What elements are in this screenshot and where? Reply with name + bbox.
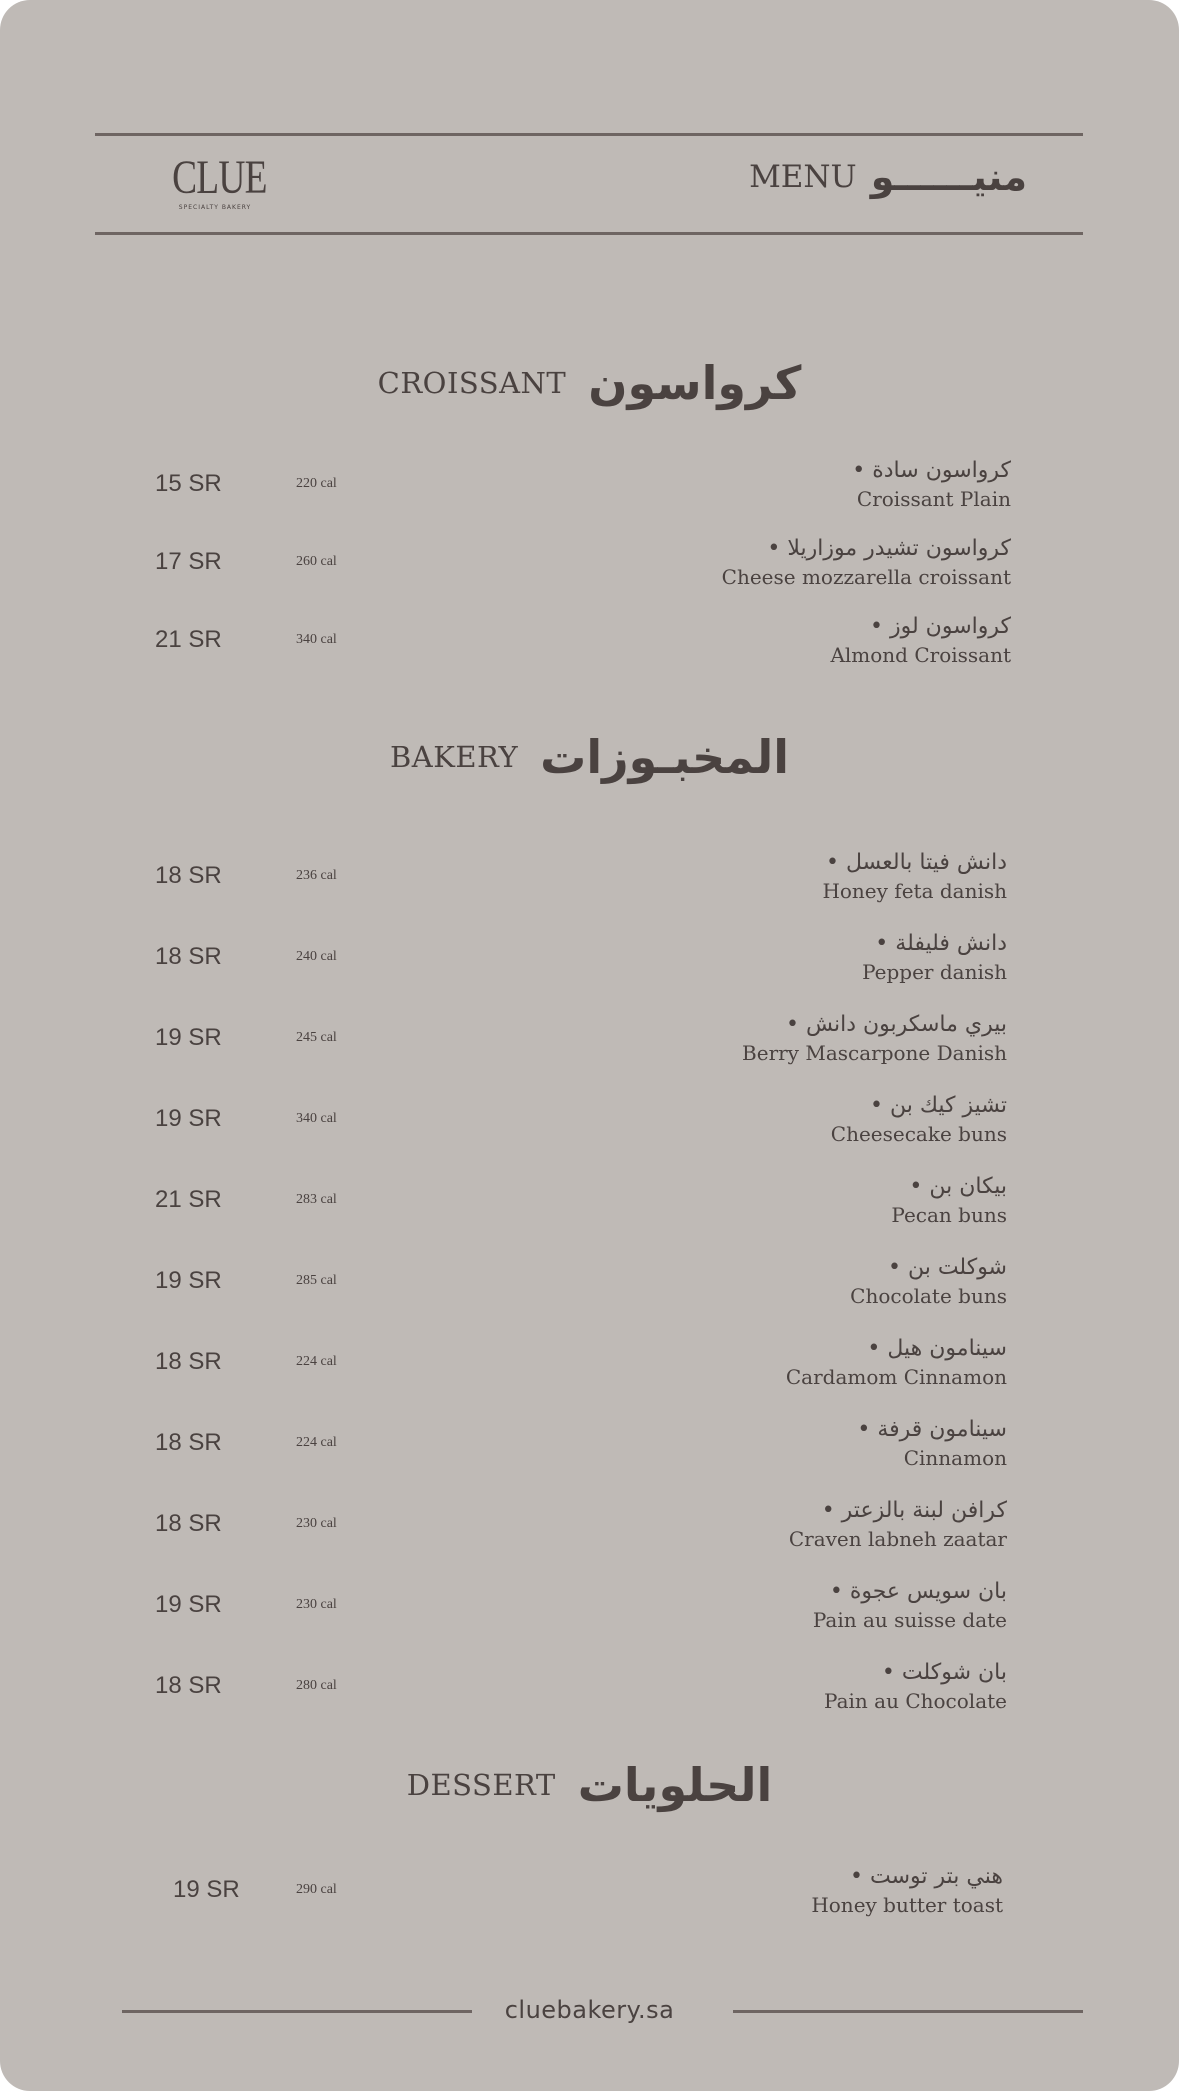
- item-name-en: Croissant Plain: [856, 487, 1011, 511]
- menu-item: [0, 612, 1179, 682]
- item-calories: 220 cal: [296, 476, 337, 491]
- item-name-en: Pecan buns: [891, 1203, 1007, 1227]
- section-title-bakery: [0, 730, 1179, 784]
- item-calories: 283 cal: [296, 1192, 337, 1207]
- item-name-en: Almond Croissant: [830, 643, 1011, 667]
- item-price: 18 SR: [155, 862, 222, 889]
- section-title-ar: كرواسون: [588, 356, 802, 410]
- item-calories: 224 cal: [296, 1435, 337, 1450]
- item-names: [862, 929, 1007, 985]
- item-name-en: Pain au suisse date: [812, 1608, 1007, 1632]
- item-names: [822, 848, 1007, 904]
- item-calories: 340 cal: [296, 632, 337, 647]
- item-name-en: Cheesecake buns: [830, 1122, 1007, 1146]
- item-names: [831, 1091, 1007, 1147]
- item-calories: 236 cal: [296, 868, 337, 883]
- item-name-ar: • كرواسون تشيدر موزاريلا: [767, 536, 1011, 561]
- menu-item: [0, 929, 1179, 999]
- item-name-ar: • تشيز كيك بن: [869, 1093, 1007, 1118]
- section-title-ar: الحلويات: [577, 1758, 773, 1812]
- menu-item: [0, 1010, 1179, 1080]
- item-name-en: Honey feta danish: [822, 879, 1007, 903]
- header-bottom-rule: [95, 232, 1083, 235]
- item-name-ar: • بان شوكلت: [881, 1660, 1007, 1685]
- section-title-en: BAKERY: [389, 740, 519, 774]
- header-top-rule: [95, 133, 1083, 136]
- item-calories: 260 cal: [296, 554, 337, 569]
- item-names: [824, 1658, 1007, 1714]
- menu-item: [0, 1862, 1179, 1932]
- menu-item: [0, 1496, 1179, 1566]
- item-price: 18 SR: [155, 1672, 222, 1699]
- menu-item: [0, 1658, 1179, 1728]
- item-name-ar: • بيري ماسكربون دانش: [785, 1012, 1007, 1037]
- item-name-en: Cardamom Cinnamon: [785, 1365, 1007, 1389]
- item-name-ar: • سينامون هيل: [867, 1336, 1007, 1361]
- item-price: 19 SR: [155, 1024, 222, 1051]
- section-title-dessert: [0, 1758, 1179, 1812]
- item-price: 19 SR: [173, 1876, 240, 1903]
- item-calories: 290 cal: [296, 1882, 337, 1897]
- item-calories: 285 cal: [296, 1273, 337, 1288]
- item-names: [830, 612, 1011, 668]
- item-price: 19 SR: [155, 1267, 222, 1294]
- section-title-en: CROISSANT: [377, 366, 567, 400]
- menu-item: [0, 534, 1179, 604]
- item-names: [850, 1253, 1007, 1309]
- item-name-ar: • سينامون قرفة: [857, 1417, 1007, 1442]
- item-names: [789, 1496, 1007, 1552]
- item-price: 19 SR: [155, 1105, 222, 1132]
- menu-item: [0, 848, 1179, 918]
- section-title-en: DESSERT: [406, 1768, 556, 1802]
- item-name-ar: • شوكلت بن: [887, 1255, 1007, 1280]
- item-name-en: Cinnamon: [903, 1446, 1007, 1470]
- item-name-en: Cheese mozzarella croissant: [721, 565, 1011, 589]
- section-title-ar: المخبـوزات: [540, 730, 790, 784]
- item-names: [857, 1415, 1007, 1471]
- menu-item: [0, 456, 1179, 526]
- menu-item: [0, 1172, 1179, 1242]
- item-name-ar: • كرواسون سادة: [852, 458, 1011, 483]
- item-name-en: Berry Mascarpone Danish: [742, 1041, 1007, 1065]
- item-names: [811, 1862, 1003, 1918]
- logo-wordmark: CLUE: [172, 151, 267, 204]
- item-names: [742, 1010, 1007, 1066]
- item-name-ar: • كرواسون لوز: [870, 614, 1011, 639]
- item-calories: 240 cal: [296, 949, 337, 964]
- item-names: [722, 534, 1011, 590]
- item-name-ar: • دانش فليفلة: [875, 931, 1007, 956]
- menu-item: [0, 1415, 1179, 1485]
- section-title-croissant: [0, 356, 1179, 410]
- item-name-ar: • كرافن لبنة بالزعتر: [821, 1498, 1007, 1523]
- item-price: 21 SR: [155, 1186, 222, 1213]
- item-calories: 245 cal: [296, 1030, 337, 1045]
- item-price: 21 SR: [155, 626, 222, 653]
- item-calories: 340 cal: [296, 1111, 337, 1126]
- item-calories: 230 cal: [296, 1516, 337, 1531]
- item-name-en: Pepper danish: [862, 960, 1007, 984]
- menu-item: [0, 1253, 1179, 1323]
- item-calories: 280 cal: [296, 1678, 337, 1693]
- item-calories: 230 cal: [296, 1597, 337, 1612]
- menu-title: [749, 155, 1027, 199]
- menu-item: [0, 1334, 1179, 1404]
- menu-item: [0, 1091, 1179, 1161]
- item-calories: 224 cal: [296, 1354, 337, 1369]
- item-name-ar: • بيكان بن: [909, 1174, 1007, 1199]
- item-price: 18 SR: [155, 1510, 222, 1537]
- item-names: [813, 1577, 1007, 1633]
- item-name-en: Chocolate buns: [850, 1284, 1007, 1308]
- item-name-ar: • دانش فيتا بالعسل: [826, 850, 1007, 875]
- item-price: 18 SR: [155, 943, 222, 970]
- menu-title-en: MENU: [749, 159, 857, 195]
- item-names: [786, 1334, 1007, 1390]
- item-names: [891, 1172, 1007, 1228]
- item-name-ar: • هني بتر توست: [850, 1864, 1003, 1889]
- item-price: 17 SR: [155, 548, 222, 575]
- item-name-en: Craven labneh zaatar: [788, 1527, 1007, 1551]
- item-name-en: Pain au Chocolate: [824, 1689, 1007, 1713]
- item-price: 18 SR: [155, 1429, 222, 1456]
- item-name-ar: • بان سويس عجوة: [829, 1579, 1007, 1604]
- item-price: 18 SR: [155, 1348, 222, 1375]
- menu-title-ar: منيــــــو: [870, 155, 1027, 199]
- menu-item: [0, 1577, 1179, 1647]
- item-name-en: Honey butter toast: [811, 1893, 1003, 1917]
- logo-subtitle: SPECIALTY BAKERY: [178, 204, 252, 211]
- item-names: [852, 456, 1011, 512]
- item-price: 15 SR: [155, 470, 222, 497]
- footer-website: cluebakery.sa: [504, 1996, 675, 2024]
- item-price: 19 SR: [155, 1591, 222, 1618]
- clue-logo: [160, 151, 270, 211]
